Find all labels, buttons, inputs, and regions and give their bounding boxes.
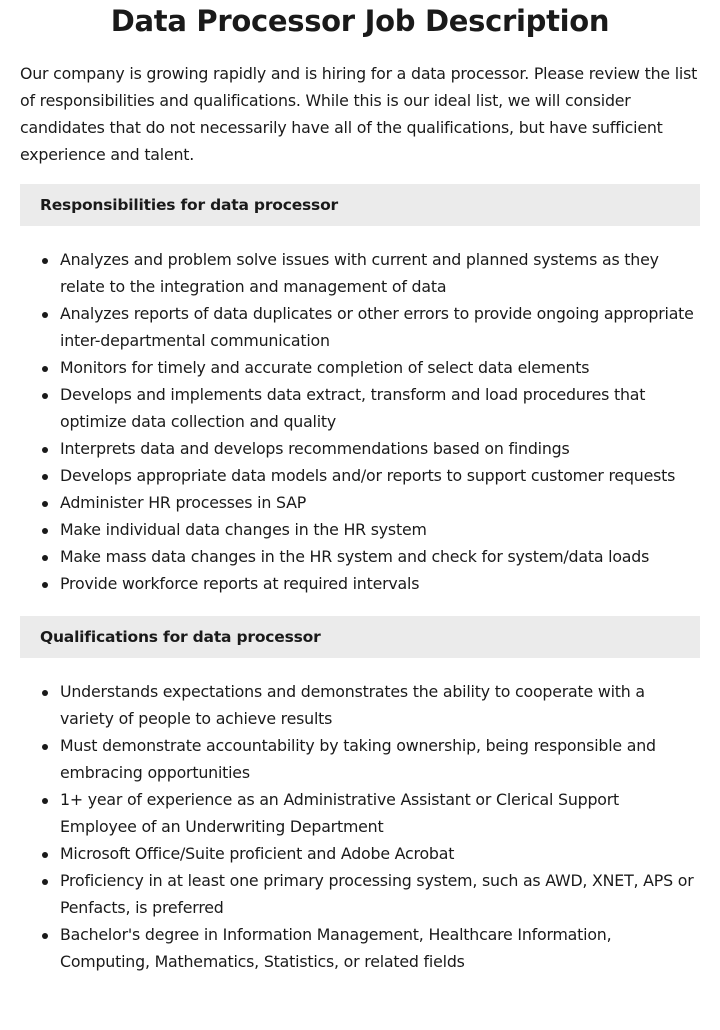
list-item: Proficiency in at least one primary processing system, such as AWD, XNET, APS or Penfacts, is preferred: [20, 867, 700, 921]
list-item: Analyzes reports of data duplicates or other errors to provide ongoing appropriate inter-departmental communication: [20, 300, 700, 354]
list-item: Monitors for timely and accurate completion of select data elements: [20, 354, 700, 381]
list-item: Bachelor's degree in Information Management, Healthcare Information, Computing, Mathematics, Statistics, or related fields: [20, 921, 700, 975]
list-item: Provide workforce reports at required intervals: [20, 570, 700, 597]
list-item: Interprets data and develops recommendations based on findings: [20, 435, 700, 462]
intro-paragraph: Our company is growing rapidly and is hiring for a data processor. Please review the list of responsibilities and qualifications. While this is our ideal list, we will consider candidates that do not necessarily have all of the qualifications, but have sufficient experience and talent.: [20, 64, 698, 164]
list-item: Microsoft Office/Suite proficient and Adobe Acrobat: [20, 840, 700, 867]
list-item: Analyzes and problem solve issues with current and planned systems as they relate to the integration and management of data: [20, 246, 700, 300]
list-item: Administer HR processes in SAP: [20, 489, 700, 516]
qualifications-heading: Qualifications for data processor: [20, 616, 700, 658]
qualifications-list: [20, 678, 700, 975]
list-item: Make mass data changes in the HR system and check for system/data loads: [20, 543, 700, 570]
page-title: Data Processor Job Description: [110, 4, 610, 38]
list-item: Develops and implements data extract, transform and load procedures that optimize data collection and quality: [20, 381, 700, 435]
list-item: Understands expectations and demonstrates the ability to cooperate with a variety of people to achieve results: [20, 678, 700, 732]
list-item: Develops appropriate data models and/or reports to support customer requests: [20, 462, 700, 489]
list-item: 1+ year of experience as an Administrative Assistant or Clerical Support Employee of an Underwriting Department: [20, 786, 700, 840]
responsibilities-heading: Responsibilities for data processor: [20, 184, 700, 226]
list-item: Must demonstrate accountability by taking ownership, being responsible and embracing opportunities: [20, 732, 700, 786]
list-item: Make individual data changes in the HR system: [20, 516, 700, 543]
responsibilities-list: [20, 246, 700, 597]
